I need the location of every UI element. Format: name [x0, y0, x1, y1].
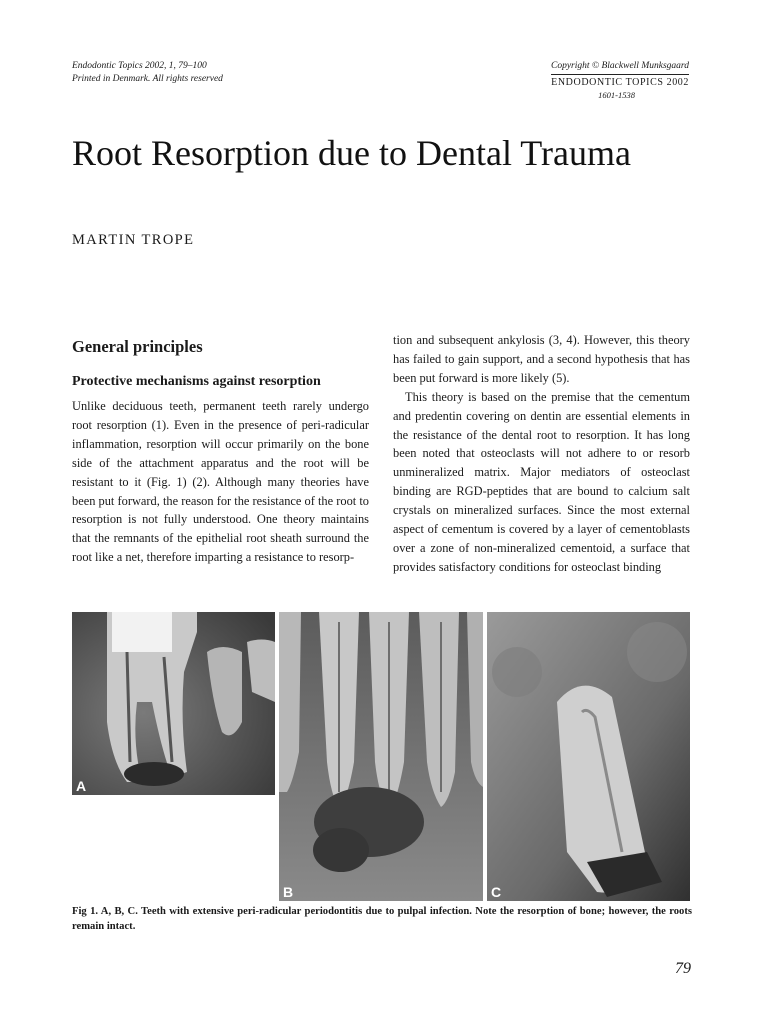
citation-line-1: Endodontic Topics 2002, 1, 79–100 [72, 61, 207, 71]
citation-line-2: Printed in Denmark. All rights reserved [72, 74, 223, 84]
panel-a-label: A [76, 778, 87, 794]
article-title: Root Resorption due to Dental Trauma [72, 133, 631, 173]
article-author: MARTIN TROPE [72, 232, 195, 248]
journal-header [551, 60, 689, 102]
radiograph-c-image [487, 612, 690, 901]
body-column-left [72, 336, 369, 567]
page-number: 79 [675, 960, 691, 977]
figure-panel-c [487, 612, 690, 901]
radiograph-b-image [279, 612, 483, 901]
radiograph-a-image [72, 612, 275, 795]
journal-name: ENDODONTIC TOPICS 2002 [551, 74, 689, 89]
issn: 1601-1538 [598, 90, 635, 100]
citation-header [72, 60, 223, 86]
figure-panel-b [279, 612, 483, 901]
subsection-heading: Protective mechanisms against resorption [72, 374, 321, 389]
body-paragraph: This theory is based on the premise that the cementum and predentin covering on dentin are essential elements in the resistance of the dental root to resorption. It has long been noted that osteoclasts will not adhere to or resorb unmineralized matrix. Major mediators of osteoclast binding are RGD-peptides that are bound to calcium salt crystals on mineralized surfaces. Since the most external aspect of cementum is covered by a layer of cementoblasts over a zone of non-mineralized cementoid, a surface that provides satisfactory conditions for osteoclast binding [393, 389, 690, 574]
section-heading: General principles [72, 337, 203, 356]
copyright-line: Copyright © Blackwell Munksgaard [550, 61, 689, 71]
panel-b-label: B [283, 884, 294, 900]
figure-caption: Fig 1. A, B, C. Teeth with extensive peri-radicular periodontitis due to pulpal infection. Note the resorption of bone; however, the roots remain intact. [72, 906, 692, 932]
panel-c-label: C [491, 884, 502, 900]
body-column-right [393, 331, 690, 577]
body-paragraph: Unlike deciduous teeth, permanent teeth rarely undergo root resorption (1). Even in the presence of peri-radicular inflammation, resorption will occur primarily on the bone side of the attachment apparatus and the root will be resistant to it (Fig. 1) (2). Although many theories have been put forward, the reason for the resistance of the root to resorption is not fully understood. One theory maintains that the remnants of the epithelial root sheath surround the root like a net, therefore imparting a resistance to resorp- [72, 399, 369, 565]
figure-panel-a [72, 612, 275, 795]
body-paragraph: tion and subsequent ankylosis (3, 4). However, this theory has failed to gain support, and a second hypothesis that has been put forward is more likely (5). [393, 333, 690, 385]
